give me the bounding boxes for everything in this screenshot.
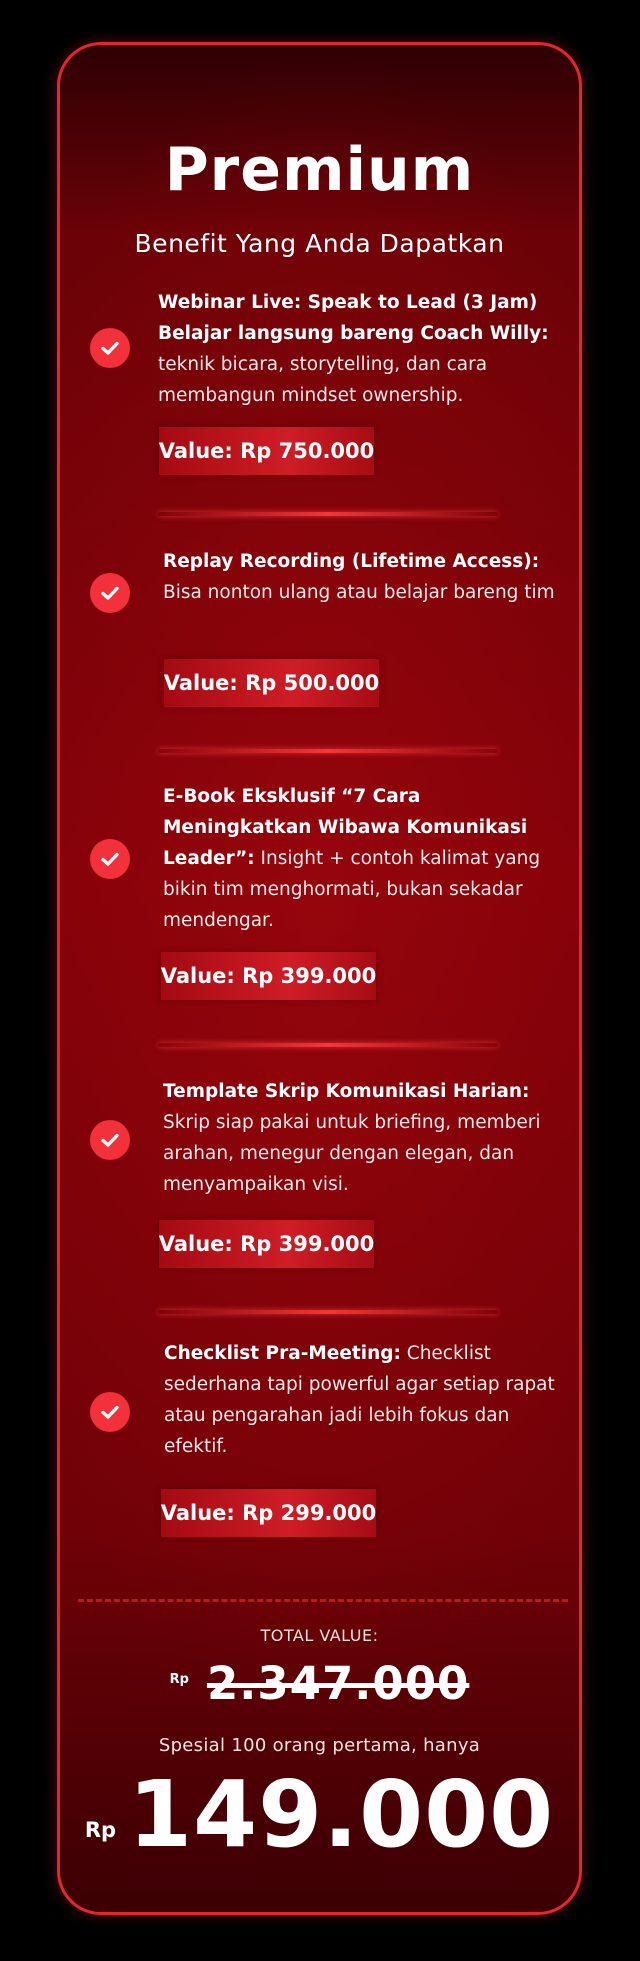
benefit-description — [164, 1338, 556, 1462]
benefit-value-badge: Value: Rp 500.000 — [164, 659, 379, 707]
offer-price — [60, 1760, 579, 1870]
total-value-label: TOTAL VALUE: — [260, 1626, 379, 1645]
special-offer-text: Spesial 100 orang pertama, hanya — [158, 1735, 481, 1756]
divider — [158, 1043, 498, 1047]
benefit-value-badge: Value: Rp 750.000 — [159, 427, 374, 475]
currency-label: Rp — [169, 1672, 189, 1687]
check-circle-icon — [90, 1392, 130, 1432]
benefit-title: Replay Recording (Lifetime Access): — [163, 551, 540, 572]
benefit-description — [163, 1076, 553, 1200]
benefit-description — [163, 546, 558, 608]
check-circle-icon — [90, 839, 130, 879]
new-price-value: 149.000 — [128, 1761, 555, 1868]
check-circle-icon — [90, 328, 130, 368]
card-title: Premium — [164, 135, 475, 205]
divider — [158, 749, 498, 753]
check-circle-icon — [90, 573, 130, 613]
benefit-text: Bisa nonton ulang atau belajar bareng tim — [163, 582, 555, 603]
benefit-description — [163, 781, 558, 936]
dashed-separator — [78, 1599, 568, 1602]
benefit-text: teknik bicara, storytelling, dan cara membangun mindset ownership. — [158, 354, 488, 406]
benefit-title: Checklist Pra-Meeting: — [164, 1343, 401, 1364]
benefit-title: Template Skrip Komunikasi Harian: — [163, 1081, 530, 1102]
benefit-title: E-Book Eksklusif “7 Cara Meningkatkan Wibawa Komunikasi Leader”: — [163, 786, 528, 869]
benefit-description — [158, 287, 558, 411]
benefit-value-badge: Value: Rp 399.000 — [161, 952, 376, 1000]
divider — [158, 1310, 498, 1314]
benefit-value-badge: Value: Rp 399.000 — [159, 1220, 374, 1268]
premium-pricing-card — [57, 42, 582, 1915]
benefit-text: Skrip siap pakai untuk briefing, memberi arahan, menegur dengan elegan, dan menyampaikan visi. — [163, 1112, 541, 1195]
check-circle-icon — [90, 1120, 130, 1160]
original-price — [60, 1657, 579, 1710]
benefit-value-badge: Value: Rp 299.000 — [161, 1489, 376, 1537]
divider — [158, 512, 498, 516]
benefit-text: Checklist sederhana tapi powerful agar setiap rapat atau pengarahan jadi lebih fokus dan efektif. — [164, 1343, 555, 1457]
currency-label: Rp — [84, 1818, 117, 1842]
old-price-value: 2.347.000 — [206, 1657, 470, 1710]
benefit-title: Webinar Live: Speak to Lead (3 Jam) Belajar langsung bareng Coach Willy: — [158, 292, 549, 344]
benefit-text: Insight + contoh kalimat yang bikin tim menghormati, bukan sekadar mendengar. — [163, 848, 541, 931]
card-subtitle: Benefit Yang Anda Dapatkan — [134, 229, 505, 258]
